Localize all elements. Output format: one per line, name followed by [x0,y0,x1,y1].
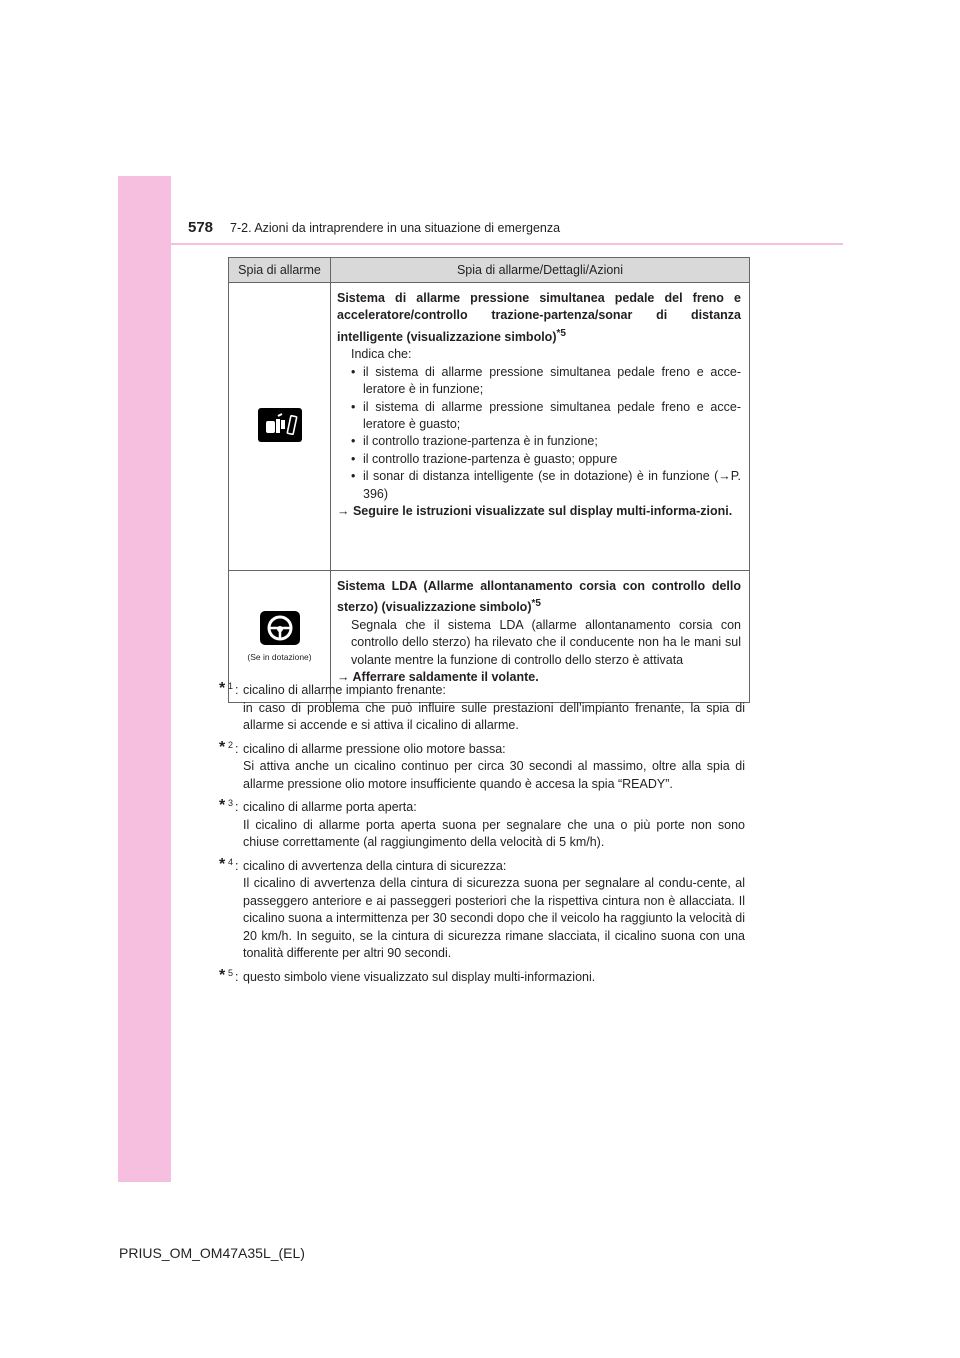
footnote-text: Il cicalino di allarme porta aperta suona per segnalare che una o più porte non sono chiuse correttamente (al raggiungimento della velocità di 5 km/h). [243,817,745,849]
table-header-row [229,258,750,283]
action-instruction: → Afferrare saldamente il volante. [337,670,539,685]
warning-title: Sistema LDA (Allarme allontanamento corsia con controllo dello sterzo) (visualizzazione simbolo)$^{*5}$ [337,579,741,615]
condition-list [337,364,741,503]
footnotes [219,682,745,992]
pedal-brake-warning-icon [258,408,302,442]
warning-intro: Indica che: [351,347,412,362]
footnote: * 5 : questo simbolo viene visualizzato sul display multi-informazioni. [219,969,745,987]
footnote: * 1 : cicalino di allarme impianto frenante: in caso di problema che può influire sulle prestazioni dell’impianto frenante, la spia di allarme si accende e si attiva il cicalino di allarme. [219,682,745,735]
table-row [229,283,750,571]
section-sidebar-tab [118,176,171,1182]
footnote-head: cicalino di allarme impianto frenante: [243,683,446,697]
warning-table [228,257,750,703]
footnote-text: in caso di problema che può influire sulle prestazioni dell’impianto frenante, la spia di allarme si accende e si attiva il cicalino di allarme. [243,700,745,732]
warning-intro: Segnala che il sistema LDA (allarme allontanamento corsia con controllo dello sterzo) ha rilevato che il conducente non ha le mani sul volante mentre la funzione di controllo dello sterzo è attivata [351,617,741,667]
document-code: PRIUS_OM_OM47A35L_(EL) [119,1245,305,1261]
footnote: * 3 : cicalino di allarme porta aperta: Il cicalino di allarme porta aperta suona per segnalare che una o più porte non sono chiuse correttamente (al raggiungimento della velocità di 5 km/h). [219,799,745,852]
footnote-head: cicalino di allarme porta aperta: [243,800,417,814]
icon-cell [229,283,331,571]
footnote-text: Il cicalino di avvertenza della cintura di sicurezza suona per segnalare al condu-cente, al passeggero anteriore e ai passeggeri posteriori che la rispettiva cintura non è allacciata. Il cicalino suona a intermittenza per 30 secondi dopo che il veicolo ha raggiunto la velocità di 20 km/h. In seguito, se la cintura di sicurezza rimane slacciata, il cicalino suona con una tonalità differente per altri 90 secondi. [243,876,745,960]
footnote-head: cicalino di avvertenza della cintura di sicurezza: [243,858,507,873]
list-item: • il sistema di allarme pressione simultanea pedale freno e acce-leratore è in funzione; [351,364,741,397]
column-header-details: Spia di allarme/Dettagli/Azioni [331,258,750,283]
section-title: 7-2. Azioni da intraprendere in una situazione di emergenza [230,221,561,235]
action-instruction: → Seguire le istruzioni visualizzate sul display multi-informa-zioni. [337,504,733,519]
header-divider [171,243,843,245]
list-item: • il controllo trazione-partenza è guasto; oppure [351,451,618,466]
list-item: • il sonar di distanza intelligente (se in dotazione) è in funzione (→P. 396) [351,469,741,501]
steering-wheel-hands-icon [260,611,300,645]
optional-equipment-note: (Se in dotazione) [247,652,312,662]
list-item: • il controllo trazione-partenza è in funzione; [351,434,598,449]
list-item: • il sistema di allarme pressione simultanea pedale freno e acce-leratore è guasto; [351,399,741,431]
footnote: * 4 : cicalino di avvertenza della cintura di sicurezza: Il cicalino di avvertenza della cintura di sicurezza suona per segnalare al condu-cente, al passeggero anteriore e ai passeggeri posteriori che la rispettiva cintura non è allacciata. Il cicalino suona a intermittenza per 30 secondi dopo che il veicolo ha raggiunto la velocità di 20 km/h. In seguito, se la cintura di sicurezza rimane slacciata, il cicalino suona con una tonalità differente per altri 90 secondi. [219,858,745,963]
page-number: 578 [188,219,214,236]
description-cell [331,283,750,571]
footnote-head: cicalino di allarme pressione olio motore bassa: [243,741,506,756]
column-header-icon: Spia di allarme [229,258,331,283]
warning-title: Sistema di allarme pressione simultanea pedale del freno e acceleratore/controllo trazione-partenza/sonar di distanza intelligente (visualizzazione simbolo)$^{*5}$ [337,291,741,344]
footnote: * 2 : cicalino di allarme pressione olio motore bassa: Si attiva anche un cicalino continuo per circa 30 secondi al massimo, oltre alla spia di allarme pressione olio motore insufficiente quando è accesa la spia “READY”. [219,741,745,794]
footnote-text: Si attiva anche un cicalino continuo per circa 30 secondi al massimo, oltre alla spia di allarme pressione olio motore insufficiente quando è accesa la spia “READY”. [243,759,745,791]
footnote-head: questo simbolo viene visualizzato sul display multi-informazioni. [243,969,596,984]
